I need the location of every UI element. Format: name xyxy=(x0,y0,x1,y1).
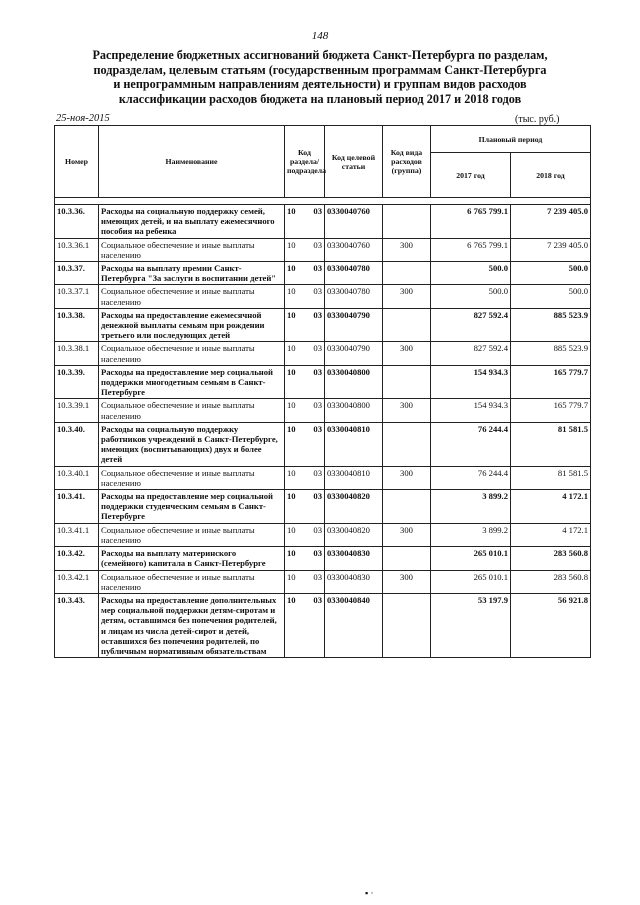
cell-expense-type xyxy=(383,238,431,261)
cell-2017 xyxy=(431,570,511,593)
row-name: Расходы на социальную поддержку работников учреждений в Санкт-Петербурге, имеющих (воспитывающих) двух и более детей xyxy=(101,423,278,465)
row-number: 10.3.36. xyxy=(57,206,85,216)
row-number: 10.3.43. xyxy=(57,594,85,605)
cell-target-code xyxy=(325,593,383,657)
section-code: 10 xyxy=(287,206,296,216)
cell-number xyxy=(55,308,99,342)
page-number: 148 xyxy=(311,30,329,42)
document-date: 25-ноя-2015 xyxy=(56,113,110,124)
table-row xyxy=(55,365,591,399)
row-name: Расходы на предоставление мер социальной поддержки студенческим семьям в Санкт-Петербурге xyxy=(101,491,273,522)
cell-section-code xyxy=(285,365,325,399)
subsection-code: 03 xyxy=(313,491,322,502)
value-2017: 154 934.3 xyxy=(473,366,508,377)
cell-name xyxy=(99,547,285,570)
value-2018: 283 560.8 xyxy=(553,571,588,582)
cell-expense-type xyxy=(383,262,431,285)
cell-expense-type xyxy=(383,523,431,546)
expense-type-code: 300 xyxy=(400,400,413,411)
cell-2017 xyxy=(431,466,511,489)
cell-section-code xyxy=(285,523,325,546)
cell-2017 xyxy=(431,262,511,285)
section-code: 10 xyxy=(287,400,296,411)
target-code: 0330040830 xyxy=(327,571,370,582)
row-number: 10.3.40.1 xyxy=(57,467,90,478)
table-row xyxy=(55,547,591,570)
cell-2017 xyxy=(431,490,511,524)
table-row xyxy=(55,262,591,285)
header-section-code: Код раздела/подраздела xyxy=(285,126,325,198)
cell-number xyxy=(55,238,99,261)
target-code: 0330040810 xyxy=(327,467,370,478)
target-code: 0330040830 xyxy=(327,548,370,559)
value-2018: 283 560.8 xyxy=(553,548,588,559)
value-2017: 3 899.2 xyxy=(482,491,508,502)
row-number: 10.3.37. xyxy=(57,263,85,274)
cell-name xyxy=(99,262,285,285)
cell-2018 xyxy=(511,238,591,261)
cell-number xyxy=(55,466,99,489)
page-mark: ▪ · xyxy=(365,888,374,898)
cell-target-code xyxy=(325,523,383,546)
cell-target-code xyxy=(325,365,383,399)
cell-2017 xyxy=(431,238,511,261)
cell-number xyxy=(55,490,99,524)
row-number: 10.3.39. xyxy=(57,366,85,377)
title-line: классификации расходов бюджета на плановый период 2017 и 2018 годов xyxy=(118,91,522,106)
section-code: 10 xyxy=(287,263,296,274)
cell-section-code xyxy=(285,490,325,524)
cell-2018 xyxy=(511,523,591,546)
document-title xyxy=(60,48,580,106)
target-code: 0330040780 xyxy=(327,263,370,274)
cell-name xyxy=(99,285,285,308)
cell-section-code xyxy=(285,205,325,239)
value-2018: 81 581.5 xyxy=(557,423,588,434)
cell-number xyxy=(55,285,99,308)
value-2017: 76 244.4 xyxy=(477,423,508,434)
cell-expense-type xyxy=(383,399,431,422)
expense-type-code: 300 xyxy=(400,343,413,354)
header-name: Наименование xyxy=(99,126,285,198)
header-target-code: Код целевой статьи xyxy=(325,126,383,198)
target-code: 0330040800 xyxy=(327,400,370,411)
row-name: Социальное обеспечение и иные выплаты населению xyxy=(101,571,255,592)
cell-2017 xyxy=(431,593,511,657)
cell-expense-type xyxy=(383,285,431,308)
value-2017: 154 934.3 xyxy=(473,400,508,411)
row-number: 10.3.38.1 xyxy=(57,343,90,354)
cell-number xyxy=(55,547,99,570)
row-number: 10.3.40. xyxy=(57,423,85,434)
cell-2018 xyxy=(511,342,591,365)
target-code: 0330040800 xyxy=(327,366,370,377)
cell-name xyxy=(99,308,285,342)
cell-number xyxy=(55,365,99,399)
target-code: 0330040760 xyxy=(327,206,370,216)
subsection-code: 03 xyxy=(313,571,322,582)
cell-section-code xyxy=(285,399,325,422)
cell-2018 xyxy=(511,308,591,342)
cell-2017 xyxy=(431,547,511,570)
cell-section-code xyxy=(285,342,325,365)
title-line: Распределение бюджетных ассигнований бюджета Санкт-Петербурга по разделам, xyxy=(92,48,548,62)
table-row xyxy=(55,399,591,422)
header-spacer xyxy=(55,198,591,205)
cell-expense-type xyxy=(383,308,431,342)
value-2018: 7 239 405.0 xyxy=(547,239,588,250)
expense-type-code: 300 xyxy=(400,524,413,535)
cell-number xyxy=(55,342,99,365)
subsection-code: 03 xyxy=(313,594,322,605)
cell-target-code xyxy=(325,205,383,239)
section-code: 10 xyxy=(287,467,296,478)
cell-section-code xyxy=(285,466,325,489)
subsection-code: 03 xyxy=(313,467,322,478)
value-2018: 4 172.1 xyxy=(562,524,588,535)
cell-target-code xyxy=(325,570,383,593)
section-code: 10 xyxy=(287,548,296,559)
header-expense-type: Код вида расходов (группа) xyxy=(383,126,431,198)
target-code: 0330040810 xyxy=(327,423,370,434)
cell-section-code xyxy=(285,238,325,261)
target-code: 0330040790 xyxy=(327,309,370,320)
cell-section-code xyxy=(285,593,325,657)
cell-2018 xyxy=(511,547,591,570)
cell-section-code xyxy=(285,308,325,342)
section-code: 10 xyxy=(287,309,296,320)
target-code: 0330040760 xyxy=(327,239,370,250)
title-line: подразделам, целевым статьям (государственным программам Санкт-Петербурга xyxy=(93,62,547,77)
row-name: Расходы на социальную поддержку семей, имеющих детей, и на выплату ежемесячного пособия на ребенка xyxy=(101,206,275,237)
cell-2017 xyxy=(431,399,511,422)
value-2018: 500.0 xyxy=(568,263,588,274)
table-row xyxy=(55,205,591,239)
header-2017: 2017 год xyxy=(431,153,511,198)
value-2017: 53 197.9 xyxy=(477,594,508,605)
row-number: 10.3.38. xyxy=(57,309,85,320)
subsection-code: 03 xyxy=(313,343,322,354)
row-name: Расходы на предоставление ежемесячной денежной выплаты семьям при рождении третьего или последующих детей xyxy=(101,309,265,341)
subsection-code: 03 xyxy=(313,309,322,320)
cell-2018 xyxy=(511,365,591,399)
cell-2018 xyxy=(511,593,591,657)
cell-2018 xyxy=(511,399,591,422)
cell-number xyxy=(55,399,99,422)
cell-2018 xyxy=(511,262,591,285)
cell-name xyxy=(99,523,285,546)
row-number: 10.3.41.1 xyxy=(57,524,90,535)
value-2017: 827 592.4 xyxy=(473,343,508,354)
cell-section-code xyxy=(285,570,325,593)
cell-expense-type xyxy=(383,547,431,570)
subsection-code: 03 xyxy=(313,366,322,377)
row-number: 10.3.41. xyxy=(57,491,85,502)
budget-table xyxy=(54,125,591,658)
cell-expense-type xyxy=(383,466,431,489)
expense-type-code: 300 xyxy=(400,467,413,478)
value-2017: 265 010.1 xyxy=(473,548,508,559)
table-row xyxy=(55,285,591,308)
cell-2017 xyxy=(431,422,511,466)
target-code: 0330040790 xyxy=(327,343,370,354)
cell-name xyxy=(99,365,285,399)
row-number: 10.3.37.1 xyxy=(57,286,90,297)
table-row xyxy=(55,466,591,489)
row-name: Социальное обеспечение и иные выплаты населению xyxy=(101,343,255,364)
cell-target-code xyxy=(325,262,383,285)
cell-number xyxy=(55,593,99,657)
row-name: Социальное обеспечение и иные выплаты населению xyxy=(101,524,255,545)
cell-section-code xyxy=(285,547,325,570)
cell-name xyxy=(99,490,285,524)
value-2017: 3 899.2 xyxy=(482,524,508,535)
cell-2018 xyxy=(511,205,591,239)
value-2017: 76 244.4 xyxy=(477,467,508,478)
table-body xyxy=(55,205,591,658)
cell-name xyxy=(99,593,285,657)
value-2018: 7 239 405.0 xyxy=(547,206,588,216)
cell-expense-type xyxy=(383,365,431,399)
value-2018: 4 172.1 xyxy=(562,491,588,502)
value-2018: 500.0 xyxy=(568,286,588,297)
section-code: 10 xyxy=(287,239,296,250)
section-code: 10 xyxy=(287,491,296,502)
cell-2017 xyxy=(431,285,511,308)
cell-section-code xyxy=(285,422,325,466)
units-label: (тыс. руб.) xyxy=(515,114,560,125)
row-name: Расходы на выплату премии Санкт-Петербурга "За заслуги в воспитании детей" xyxy=(101,263,277,284)
cell-name xyxy=(99,205,285,239)
cell-target-code xyxy=(325,466,383,489)
section-code: 10 xyxy=(287,594,296,605)
cell-2018 xyxy=(511,570,591,593)
row-number: 10.3.39.1 xyxy=(57,400,90,411)
value-2018: 56 921.8 xyxy=(557,594,588,605)
section-code: 10 xyxy=(287,343,296,354)
value-2017: 265 010.1 xyxy=(473,571,508,582)
subsection-code: 03 xyxy=(313,239,322,250)
subsection-code: 03 xyxy=(313,400,322,411)
cell-name xyxy=(99,342,285,365)
table-row xyxy=(55,490,591,524)
expense-type-code: 300 xyxy=(400,286,413,297)
cell-number xyxy=(55,570,99,593)
value-2017: 6 765 799.1 xyxy=(467,239,508,250)
cell-2017 xyxy=(431,523,511,546)
expense-type-code: 300 xyxy=(400,239,413,250)
cell-number xyxy=(55,262,99,285)
row-name: Социальное обеспечение и иные выплаты населению xyxy=(101,239,255,260)
cell-name xyxy=(99,466,285,489)
cell-expense-type xyxy=(383,205,431,239)
cell-number xyxy=(55,523,99,546)
row-number: 10.3.42. xyxy=(57,548,85,559)
subsection-code: 03 xyxy=(313,206,322,216)
table-row xyxy=(55,422,591,466)
cell-expense-type xyxy=(383,570,431,593)
cell-section-code xyxy=(285,285,325,308)
expense-type-code: 300 xyxy=(400,571,413,582)
cell-expense-type xyxy=(383,490,431,524)
table-row xyxy=(55,523,591,546)
subsection-code: 03 xyxy=(313,524,322,535)
section-code: 10 xyxy=(287,524,296,535)
subsection-code: 03 xyxy=(313,548,322,559)
target-code: 0330040820 xyxy=(327,524,370,535)
cell-target-code xyxy=(325,399,383,422)
cell-name xyxy=(99,422,285,466)
header-planning-period: Плановый период xyxy=(431,126,591,153)
row-name: Расходы на предоставление мер социальной поддержки многодетным семьям в Санкт-Петербурге xyxy=(101,366,273,398)
value-2017: 6 765 799.1 xyxy=(467,206,508,216)
cell-name xyxy=(99,570,285,593)
cell-name xyxy=(99,399,285,422)
table-row xyxy=(55,238,591,261)
row-name: Социальное обеспечение и иные выплаты населению xyxy=(101,286,255,307)
table-row xyxy=(55,593,591,657)
header-2018: 2018 год xyxy=(511,153,591,198)
cell-2017 xyxy=(431,342,511,365)
cell-expense-type xyxy=(383,342,431,365)
cell-2017 xyxy=(431,205,511,239)
cell-section-code xyxy=(285,262,325,285)
cell-target-code xyxy=(325,547,383,570)
target-code: 0330040820 xyxy=(327,491,370,502)
cell-name xyxy=(99,238,285,261)
table-row xyxy=(55,308,591,342)
cell-2018 xyxy=(511,490,591,524)
row-number: 10.3.42.1 xyxy=(57,571,90,582)
table-row xyxy=(55,342,591,365)
section-code: 10 xyxy=(287,423,296,434)
value-2018: 885 523.9 xyxy=(553,343,588,354)
cell-target-code xyxy=(325,238,383,261)
value-2018: 885 523.9 xyxy=(553,309,588,320)
value-2018: 165 779.7 xyxy=(553,400,588,411)
value-2017: 500.0 xyxy=(488,263,508,274)
cell-2018 xyxy=(511,285,591,308)
cell-2017 xyxy=(431,308,511,342)
row-name: Расходы на выплату материнского (семейного) капитала в Санкт-Петербурге xyxy=(101,548,266,569)
value-2017: 827 592.4 xyxy=(473,309,508,320)
cell-2018 xyxy=(511,466,591,489)
subsection-code: 03 xyxy=(313,423,322,434)
cell-2018 xyxy=(511,422,591,466)
subsection-code: 03 xyxy=(313,263,322,274)
section-code: 10 xyxy=(287,571,296,582)
value-2018: 81 581.5 xyxy=(557,467,588,478)
cell-number xyxy=(55,205,99,239)
cell-target-code xyxy=(325,308,383,342)
row-name: Социальное обеспечение и иные выплаты населению xyxy=(101,467,255,488)
cell-2017 xyxy=(431,365,511,399)
title-line: и непрограммным направлениям деятельности) и группам видов расходов xyxy=(113,77,527,91)
value-2017: 500.0 xyxy=(488,286,508,297)
section-code: 10 xyxy=(287,366,296,377)
row-name: Социальное обеспечение и иные выплаты населению xyxy=(101,400,255,421)
cell-target-code xyxy=(325,285,383,308)
subsection-code: 03 xyxy=(313,286,322,297)
row-name: Расходы на предоставление дополнительных мер социальной поддержки детям-сиротам и детям, оставшимся без попечения родителей, и лицам из числа детей-сирот и детей, оставшихся без попечения родителей, по публичным нормативным обязательствам xyxy=(101,594,277,656)
cell-target-code xyxy=(325,490,383,524)
header-number: Номер xyxy=(55,126,99,198)
target-code: 0330040780 xyxy=(327,286,370,297)
table-row xyxy=(55,570,591,593)
section-code: 10 xyxy=(287,286,296,297)
value-2018: 165 779.7 xyxy=(553,366,588,377)
cell-expense-type xyxy=(383,422,431,466)
row-number: 10.3.36.1 xyxy=(57,239,90,250)
cell-number xyxy=(55,422,99,466)
cell-target-code xyxy=(325,342,383,365)
target-code: 0330040840 xyxy=(327,594,370,605)
cell-expense-type xyxy=(383,593,431,657)
cell-target-code xyxy=(325,422,383,466)
